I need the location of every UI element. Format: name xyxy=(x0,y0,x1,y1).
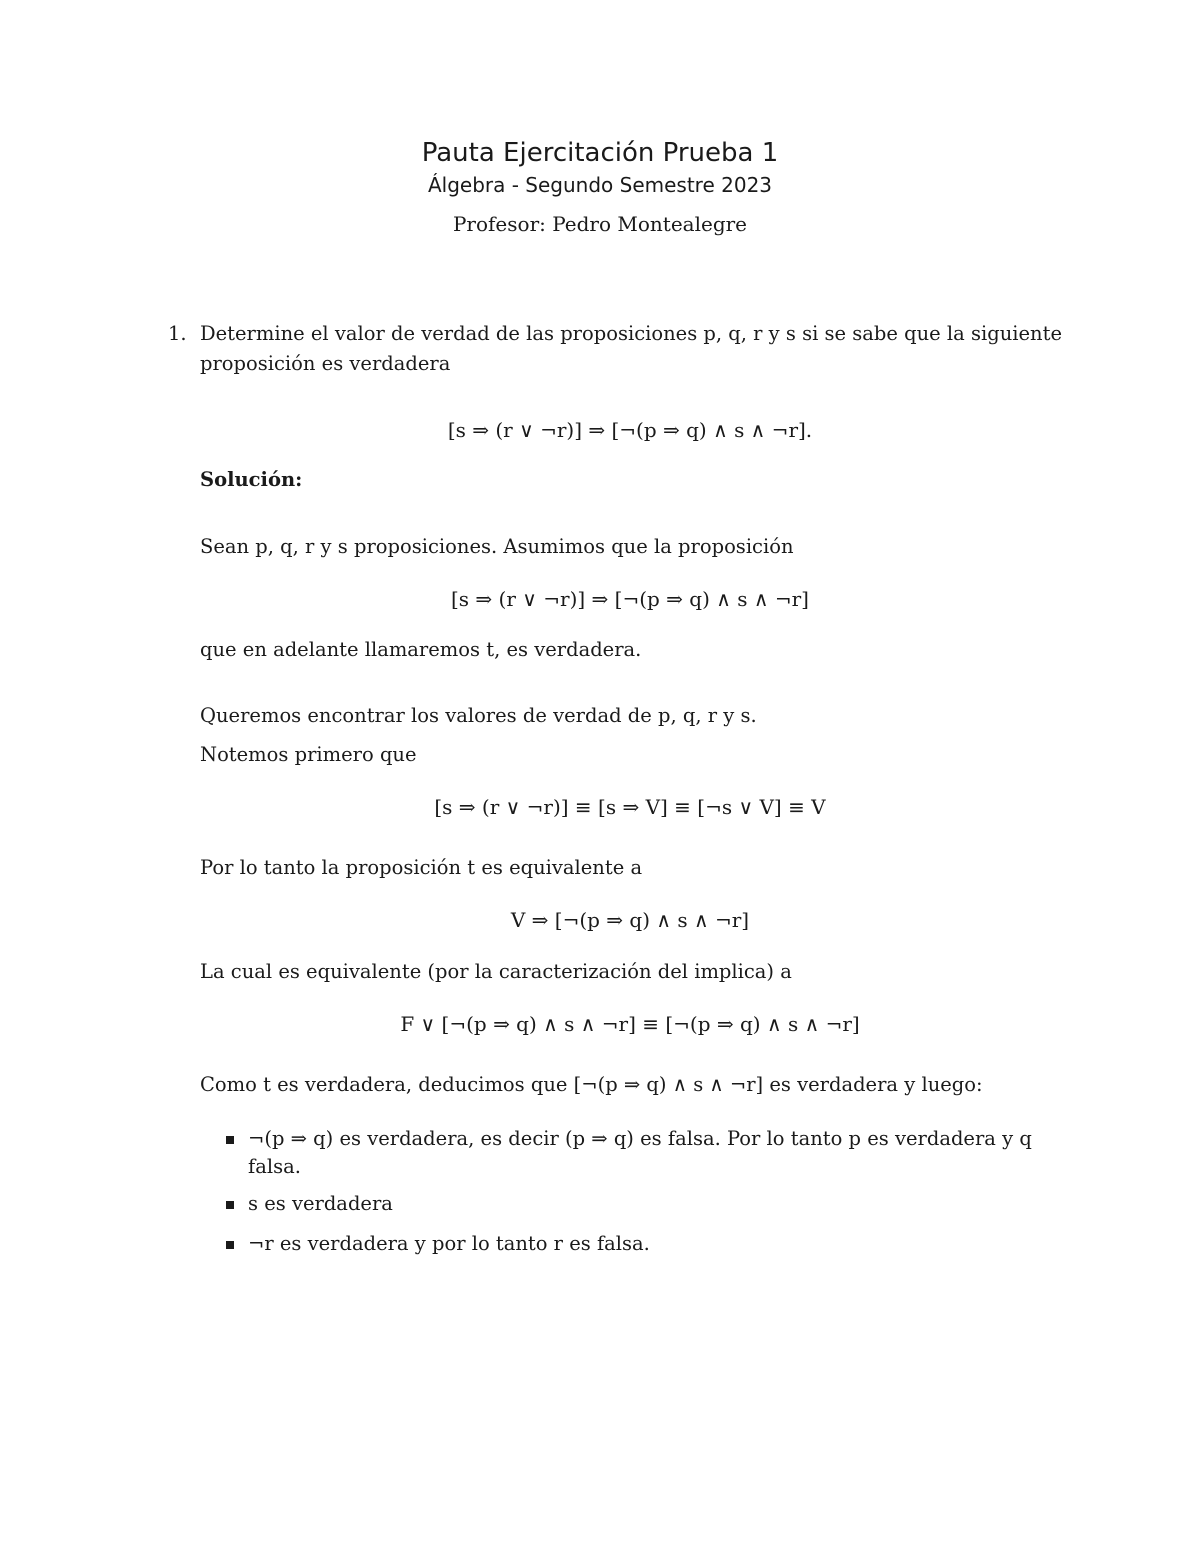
solution-formula-2: [s ⇒ (r ∨ ¬r)] ≡ [s ⇒ V] ≡ [¬s ∨ V] ≡ V xyxy=(434,795,826,819)
bullet-item-2: s es verdadera xyxy=(248,1192,393,1215)
solution-paragraph-2: que en adelante llamaremos t, es verdadera. xyxy=(200,638,642,661)
document-title: Pauta Ejercitación Prueba 1 xyxy=(421,138,779,168)
solution-formula-1: [s ⇒ (r ∨ ¬r)] ⇒ [¬(p ⇒ q) ∧ s ∧ ¬r] xyxy=(451,587,809,611)
solution-paragraph-3: Queremos encontrar los valores de verdad de p, q, r y s. xyxy=(200,704,757,727)
professor-line: Profesor: Pedro Montealegre xyxy=(452,212,748,236)
solution-paragraph-5: Por lo tanto la proposición t es equivalente a xyxy=(200,856,643,879)
bullet-marker xyxy=(226,1201,234,1209)
bullet-marker xyxy=(226,1241,234,1249)
problem-statement-line2: proposición es verdadera xyxy=(200,352,451,375)
bullet-item-1: ¬(p ⇒ q) es verdadera, es decir (p ⇒ q) es falsa. Por lo tanto p es verdadera y q xyxy=(248,1127,1032,1150)
solution-heading: Solución: xyxy=(200,468,303,491)
problem-statement-line1: Determine el valor de verdad de las proposiciones p, q, r y s si se sabe que la siguiente xyxy=(200,322,1062,345)
solution-formula-4: F ∨ [¬(p ⇒ q) ∧ s ∧ ¬r] ≡ [¬(p ⇒ q) ∧ s ∧ ¬r] xyxy=(400,1012,860,1036)
bullet-item-1-continuation: falsa. xyxy=(248,1155,301,1178)
solution-paragraph-7: Como t es verdadera, deducimos que [¬(p ⇒ q) ∧ s ∧ ¬r] es verdadera y luego: xyxy=(200,1073,983,1096)
problem-formula: [s ⇒ (r ∨ ¬r)] ⇒ [¬(p ⇒ q) ∧ s ∧ ¬r]. xyxy=(447,418,813,442)
solution-formula-3: V ⇒ [¬(p ⇒ q) ∧ s ∧ ¬r] xyxy=(510,908,750,932)
document-subtitle: Álgebra - Segundo Semestre 2023 xyxy=(427,173,773,197)
solution-paragraph-1: Sean p, q, r y s proposiciones. Asumimos que la proposición xyxy=(200,535,794,558)
bullet-item-3: ¬r es verdadera y por lo tanto r es falsa. xyxy=(248,1232,650,1255)
solution-paragraph-6: La cual es equivalente (por la caracterización del implica) a xyxy=(200,960,792,983)
problem-number: 1. xyxy=(168,322,187,345)
bullet-marker xyxy=(226,1136,234,1144)
solution-paragraph-4: Notemos primero que xyxy=(200,743,417,766)
